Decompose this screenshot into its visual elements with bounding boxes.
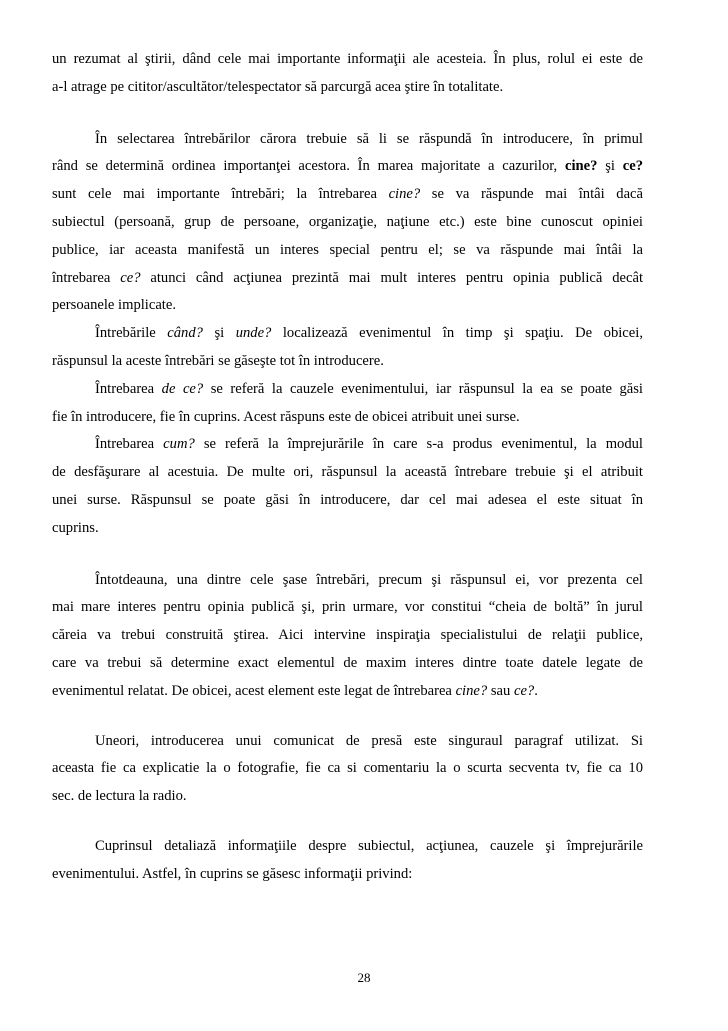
text-line: sunt cele mai importante întrebări; la întrebarea cine? se va răspunde mai întâi dacă — [52, 186, 643, 203]
text-line: subiectul (persoană, grup de persoane, organizaţie, naţiune etc.) este bine cunoscut opiniei — [52, 213, 643, 230]
paragraph-question-order — [52, 126, 643, 321]
text-line: evenimentului. Astfel, în cuprins se găsesc informaţii privind: — [52, 865, 413, 882]
text-line: persoanele implicate. — [52, 297, 176, 314]
text-line: sec. de lectura la radio. — [52, 788, 187, 805]
text-line: evenimentul relatat. De obicei, acest element este legat de întrebarea cine? sau ce?. — [52, 682, 538, 699]
paragraph-sometimes — [52, 728, 643, 811]
text-line: unei surse. Răspunsul se poate găsi în introducere, dar cel mai adesea el este situat în — [52, 491, 643, 508]
paragraph-body — [52, 833, 643, 889]
text-line: răspunsul la aceste întrebări se găseşte tot în introducere. — [52, 352, 384, 369]
italic-term: când? — [167, 325, 203, 342]
text-line: rând se determină ordinea importanţei acestora. În marea majoritate a cazurilor, cine? şi ce? — [52, 158, 643, 175]
text-line: de desfăşurare al acestuia. De multe ori, răspunsul la această întrebare trebuie şi el atribuit — [52, 464, 643, 481]
italic-term: ce? — [120, 269, 141, 286]
paragraph-intro-summary — [52, 46, 643, 102]
text-line: mai mare interes pentru opinia publică şi, prin urmare, vor constitui “cheia de boltă” în jurul — [52, 599, 643, 616]
text-line: publice, iar aceasta manifestă un interes special pentru el; se va răspunde mai întâi la — [52, 241, 643, 258]
text-line: întrebarea ce? atunci când acţiunea prezintă mai mult interes pentru opinia publică decât — [52, 269, 643, 286]
bold-term: ce? — [622, 158, 643, 175]
text-line: Uneori, introducerea unui comunicat de presă este singuraul paragraf utilizat. Si — [95, 732, 643, 749]
document-page — [52, 46, 643, 889]
text-line: fie în introducere, fie în cuprins. Acest răspuns este de obicei atribuit unei surse. — [52, 408, 520, 425]
italic-term: de ce? — [161, 380, 204, 397]
text-line: cuprins. — [52, 519, 99, 536]
text-line: aceasta fie ca explicatie la o fotografie, fie ca si comentariu la o scurta secventa tv, fie ca 10 — [52, 760, 643, 777]
text-line: Întrebarea de ce? se referă la cauzele evenimentului, iar răspunsul la ea se poate găsi — [95, 380, 643, 397]
italic-term: ce? — [513, 682, 535, 699]
text-line: Cuprinsul detaliază informaţiile despre subiectul, acţiunea, cauzele şi împrejurările — [95, 837, 643, 854]
paragraph-why — [52, 376, 643, 432]
bold-term: cine? — [564, 158, 598, 175]
text-line: Întotdeauna, una dintre cele şase întrebări, precum şi răspunsul ei, vor prezenta cel — [95, 571, 643, 588]
text-line: a-l atrage pe cititor/ascultător/telespectator să parcurgă acea ştire în totalitate. — [52, 78, 504, 95]
italic-term: unde? — [235, 325, 272, 342]
text-line: Întrebările când? şi unde? localizează evenimentul în timp şi spaţiu. De obicei, — [95, 325, 643, 342]
italic-term: cine? — [455, 682, 488, 699]
text-line: În selectarea întrebărilor cărora trebuie să li se răspundă în introducere, în primul — [95, 130, 643, 147]
paragraph-how — [52, 431, 643, 542]
paragraph-when-where — [52, 320, 643, 376]
text-line: căreia va trebui construită ştirea. Aici intervine inspiraţia specialistului de relaţii publice, — [52, 627, 643, 644]
text-line: un rezumat al ştirii, dând cele mai importante informaţii ale acesteia. În plus, rolul ei este de — [52, 51, 643, 67]
italic-term: cine? — [388, 186, 421, 203]
italic-term: cum? — [163, 436, 195, 453]
page-number: 28 — [357, 970, 371, 985]
paragraph-keystone — [52, 567, 643, 706]
text-line: care va trebui să determine exact elementul de maxim interes dintre toate datele legate de — [52, 654, 643, 671]
text-line: Întrebarea cum? se referă la împrejurările în care s-a produs evenimentul, la modul — [95, 436, 643, 453]
